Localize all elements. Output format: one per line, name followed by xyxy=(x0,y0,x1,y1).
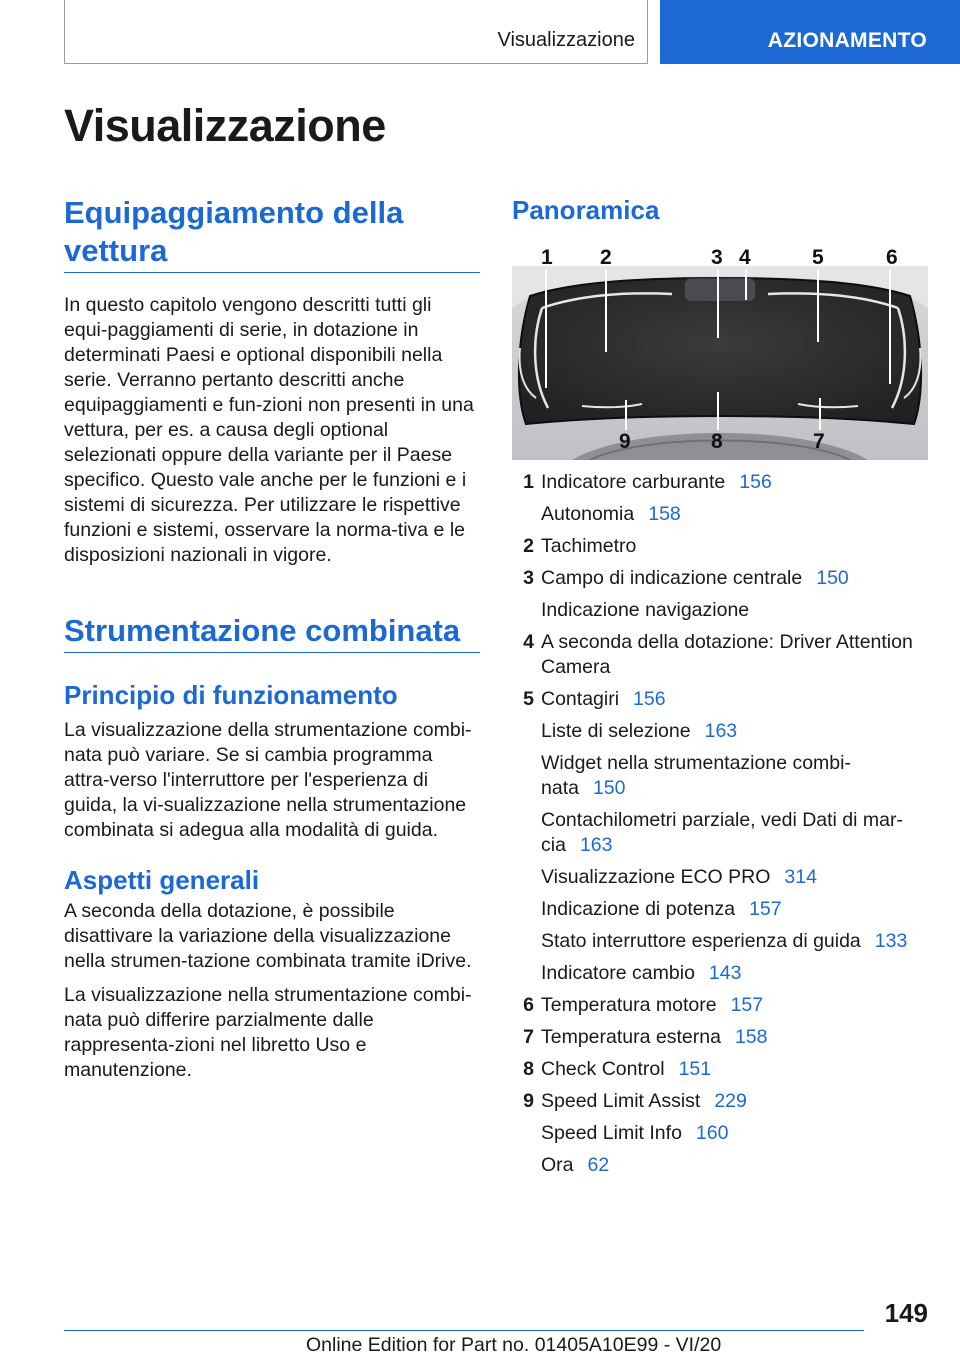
legend-item xyxy=(512,1121,928,1146)
general-heading: Aspetti generali xyxy=(64,865,260,895)
right-column xyxy=(512,192,928,226)
legend-item xyxy=(512,897,928,922)
legend-text: Contachilometri parziale, vedi Dati di mar-cia xyxy=(541,809,903,856)
legend-item xyxy=(512,502,928,527)
page-reference-link[interactable]: 314 xyxy=(784,866,817,888)
legend-text: Indicazione navigazione xyxy=(541,599,750,621)
legend-number: 2 xyxy=(523,535,534,557)
legend-text: Campo di indicazione centrale xyxy=(541,567,803,589)
legend-number: 9 xyxy=(523,1090,534,1112)
footer-rule xyxy=(64,1330,864,1331)
legend-number: 6 xyxy=(523,994,534,1016)
principle-paragraph: La visualizzazione della strumentazione combi-nata può variare. Se si cambia programma attra-verso l'interruttore per l'esperienza di guida, la vi-sualizzazione nella strumentazione combinata si adegua alla modalità di guida. xyxy=(64,719,472,841)
chapter-tab xyxy=(660,0,960,64)
legend-item xyxy=(512,929,928,954)
legend-item xyxy=(512,719,928,744)
legend-item xyxy=(512,1089,928,1114)
legend-text: Stato interruttore esperienza di guida xyxy=(541,930,861,952)
callout-9: 9 xyxy=(619,430,631,453)
legend-text: Indicatore cambio xyxy=(541,962,695,984)
legend-text: Contagiri xyxy=(541,688,620,710)
legend-item xyxy=(512,751,928,801)
legend-text: Temperatura motore xyxy=(541,994,717,1016)
equipment-paragraph: In questo capitolo vengono descritti tutti gli equi-paggiamenti di serie, in dotazione in determinati Paesi e optional disponibili nella serie. Verranno pertanto descritti anche equipaggiamenti e fun-zioni non presenti in una vettura, per es. a causa degli optional selezionati oppure della variante per il Paese specifico. Questo vale anche per le funzioni e i sistemi di sicurezza. Per utilizzare le rispettive funzioni e sistemi, osservare la norma-tiva e le disposizioni nazionali in vigore. xyxy=(64,294,474,566)
instrument-cluster-svg xyxy=(512,248,928,460)
equipment-heading-line1: Equipaggiamento della xyxy=(64,195,404,230)
legend-item xyxy=(512,598,928,623)
page-reference-link[interactable]: 150 xyxy=(816,567,849,589)
legend-item xyxy=(512,961,928,986)
legend-text: A seconda della dotazione: Driver Attention Camera xyxy=(541,631,913,678)
legend-number: 1 xyxy=(523,471,534,493)
legend-text: Temperatura esterna xyxy=(541,1026,721,1048)
callout-4: 4 xyxy=(739,248,751,269)
callout-3: 3 xyxy=(711,248,723,269)
callout-5: 5 xyxy=(812,248,824,269)
legend-number: 3 xyxy=(523,567,534,589)
general-paragraph-1: A seconda della dotazione, è possibile disattivare la variazione della visualizzazione nella strumen-tazione combinata tramite iDrive. xyxy=(64,900,472,972)
page-reference-link[interactable]: 157 xyxy=(749,898,782,920)
legend-item xyxy=(512,534,928,559)
page-reference-link[interactable]: 160 xyxy=(695,1122,729,1144)
page-reference-link[interactable]: 163 xyxy=(579,834,613,856)
legend-item xyxy=(512,1153,928,1178)
chapter-tab-label: AZIONAMENTO xyxy=(767,29,927,52)
legend-item xyxy=(512,993,928,1018)
legend-text: Ora xyxy=(541,1154,574,1176)
legend-text: Indicatore carburante xyxy=(541,471,726,493)
legend-number: 8 xyxy=(523,1058,534,1080)
page-reference-link[interactable]: 151 xyxy=(678,1058,712,1080)
callout-6: 6 xyxy=(886,248,898,269)
legend-number: 4 xyxy=(523,631,534,653)
page-reference-link[interactable]: 62 xyxy=(587,1154,610,1176)
callout-1: 1 xyxy=(541,248,553,269)
callout-8: 8 xyxy=(711,430,723,453)
page-number: 149 xyxy=(884,1298,928,1328)
general-paragraph-2: La visualizzazione nella strumentazione combi-nata può differire parzialmente dalle rappresenta-zioni nel libretto Uso e manutenzione. xyxy=(64,984,472,1081)
page-reference-link[interactable]: 158 xyxy=(734,1026,768,1048)
legend-item xyxy=(512,566,928,591)
legend-list xyxy=(512,470,928,1185)
legend-text: Autonomia xyxy=(541,503,635,525)
page-reference-link[interactable]: 156 xyxy=(739,471,772,493)
footer-edition: Online Edition for Part no. 01405A10E99 - VI/20 xyxy=(306,1334,722,1356)
running-header-section: Visualizzazione xyxy=(497,29,635,51)
page-reference-link[interactable]: 158 xyxy=(648,503,681,525)
legend-text: Check Control xyxy=(541,1058,665,1080)
legend-number: 7 xyxy=(523,1026,534,1048)
overview-heading: Panoramica xyxy=(512,195,660,225)
equipment-heading xyxy=(64,192,480,273)
page-title: Visualizzazione xyxy=(64,100,386,151)
cluster-heading-text: Strumentazione combinata xyxy=(64,613,461,648)
legend-text: Indicazione di potenza xyxy=(541,898,736,920)
instrument-cluster-illustration xyxy=(512,248,928,460)
page-reference-link[interactable]: 143 xyxy=(708,962,742,984)
callout-7: 7 xyxy=(813,430,825,453)
callout-2: 2 xyxy=(600,248,612,269)
legend-number: 5 xyxy=(523,688,534,710)
equipment-heading-line2: vettura xyxy=(64,233,168,268)
running-header-box xyxy=(64,0,648,64)
page-reference-link[interactable]: 150 xyxy=(592,777,626,799)
legend-text: Widget nella strumentazione combi-nata xyxy=(541,752,851,799)
page-reference-link[interactable]: 229 xyxy=(714,1090,747,1112)
legend-item xyxy=(512,808,928,858)
legend-item xyxy=(512,1057,928,1082)
legend-item xyxy=(512,630,928,680)
legend-text: Tachimetro xyxy=(541,535,637,557)
legend-item xyxy=(512,687,928,712)
legend-item xyxy=(512,865,928,890)
cluster-heading xyxy=(64,612,480,653)
principle-heading: Principio di funzionamento xyxy=(64,680,398,710)
page-reference-link[interactable]: 156 xyxy=(633,688,666,710)
legend-text: Speed Limit Assist xyxy=(541,1090,701,1112)
page-reference-link[interactable]: 133 xyxy=(874,930,908,952)
left-column xyxy=(64,192,480,1083)
legend-text: Liste di selezione xyxy=(541,720,691,742)
page-reference-link[interactable]: 163 xyxy=(704,720,738,742)
legend-item xyxy=(512,1025,928,1050)
legend-item xyxy=(512,470,928,495)
legend-text: Speed Limit Info xyxy=(541,1122,682,1144)
page-reference-link[interactable]: 157 xyxy=(730,994,764,1016)
legend-text: Visualizzazione ECO PRO xyxy=(541,866,771,888)
